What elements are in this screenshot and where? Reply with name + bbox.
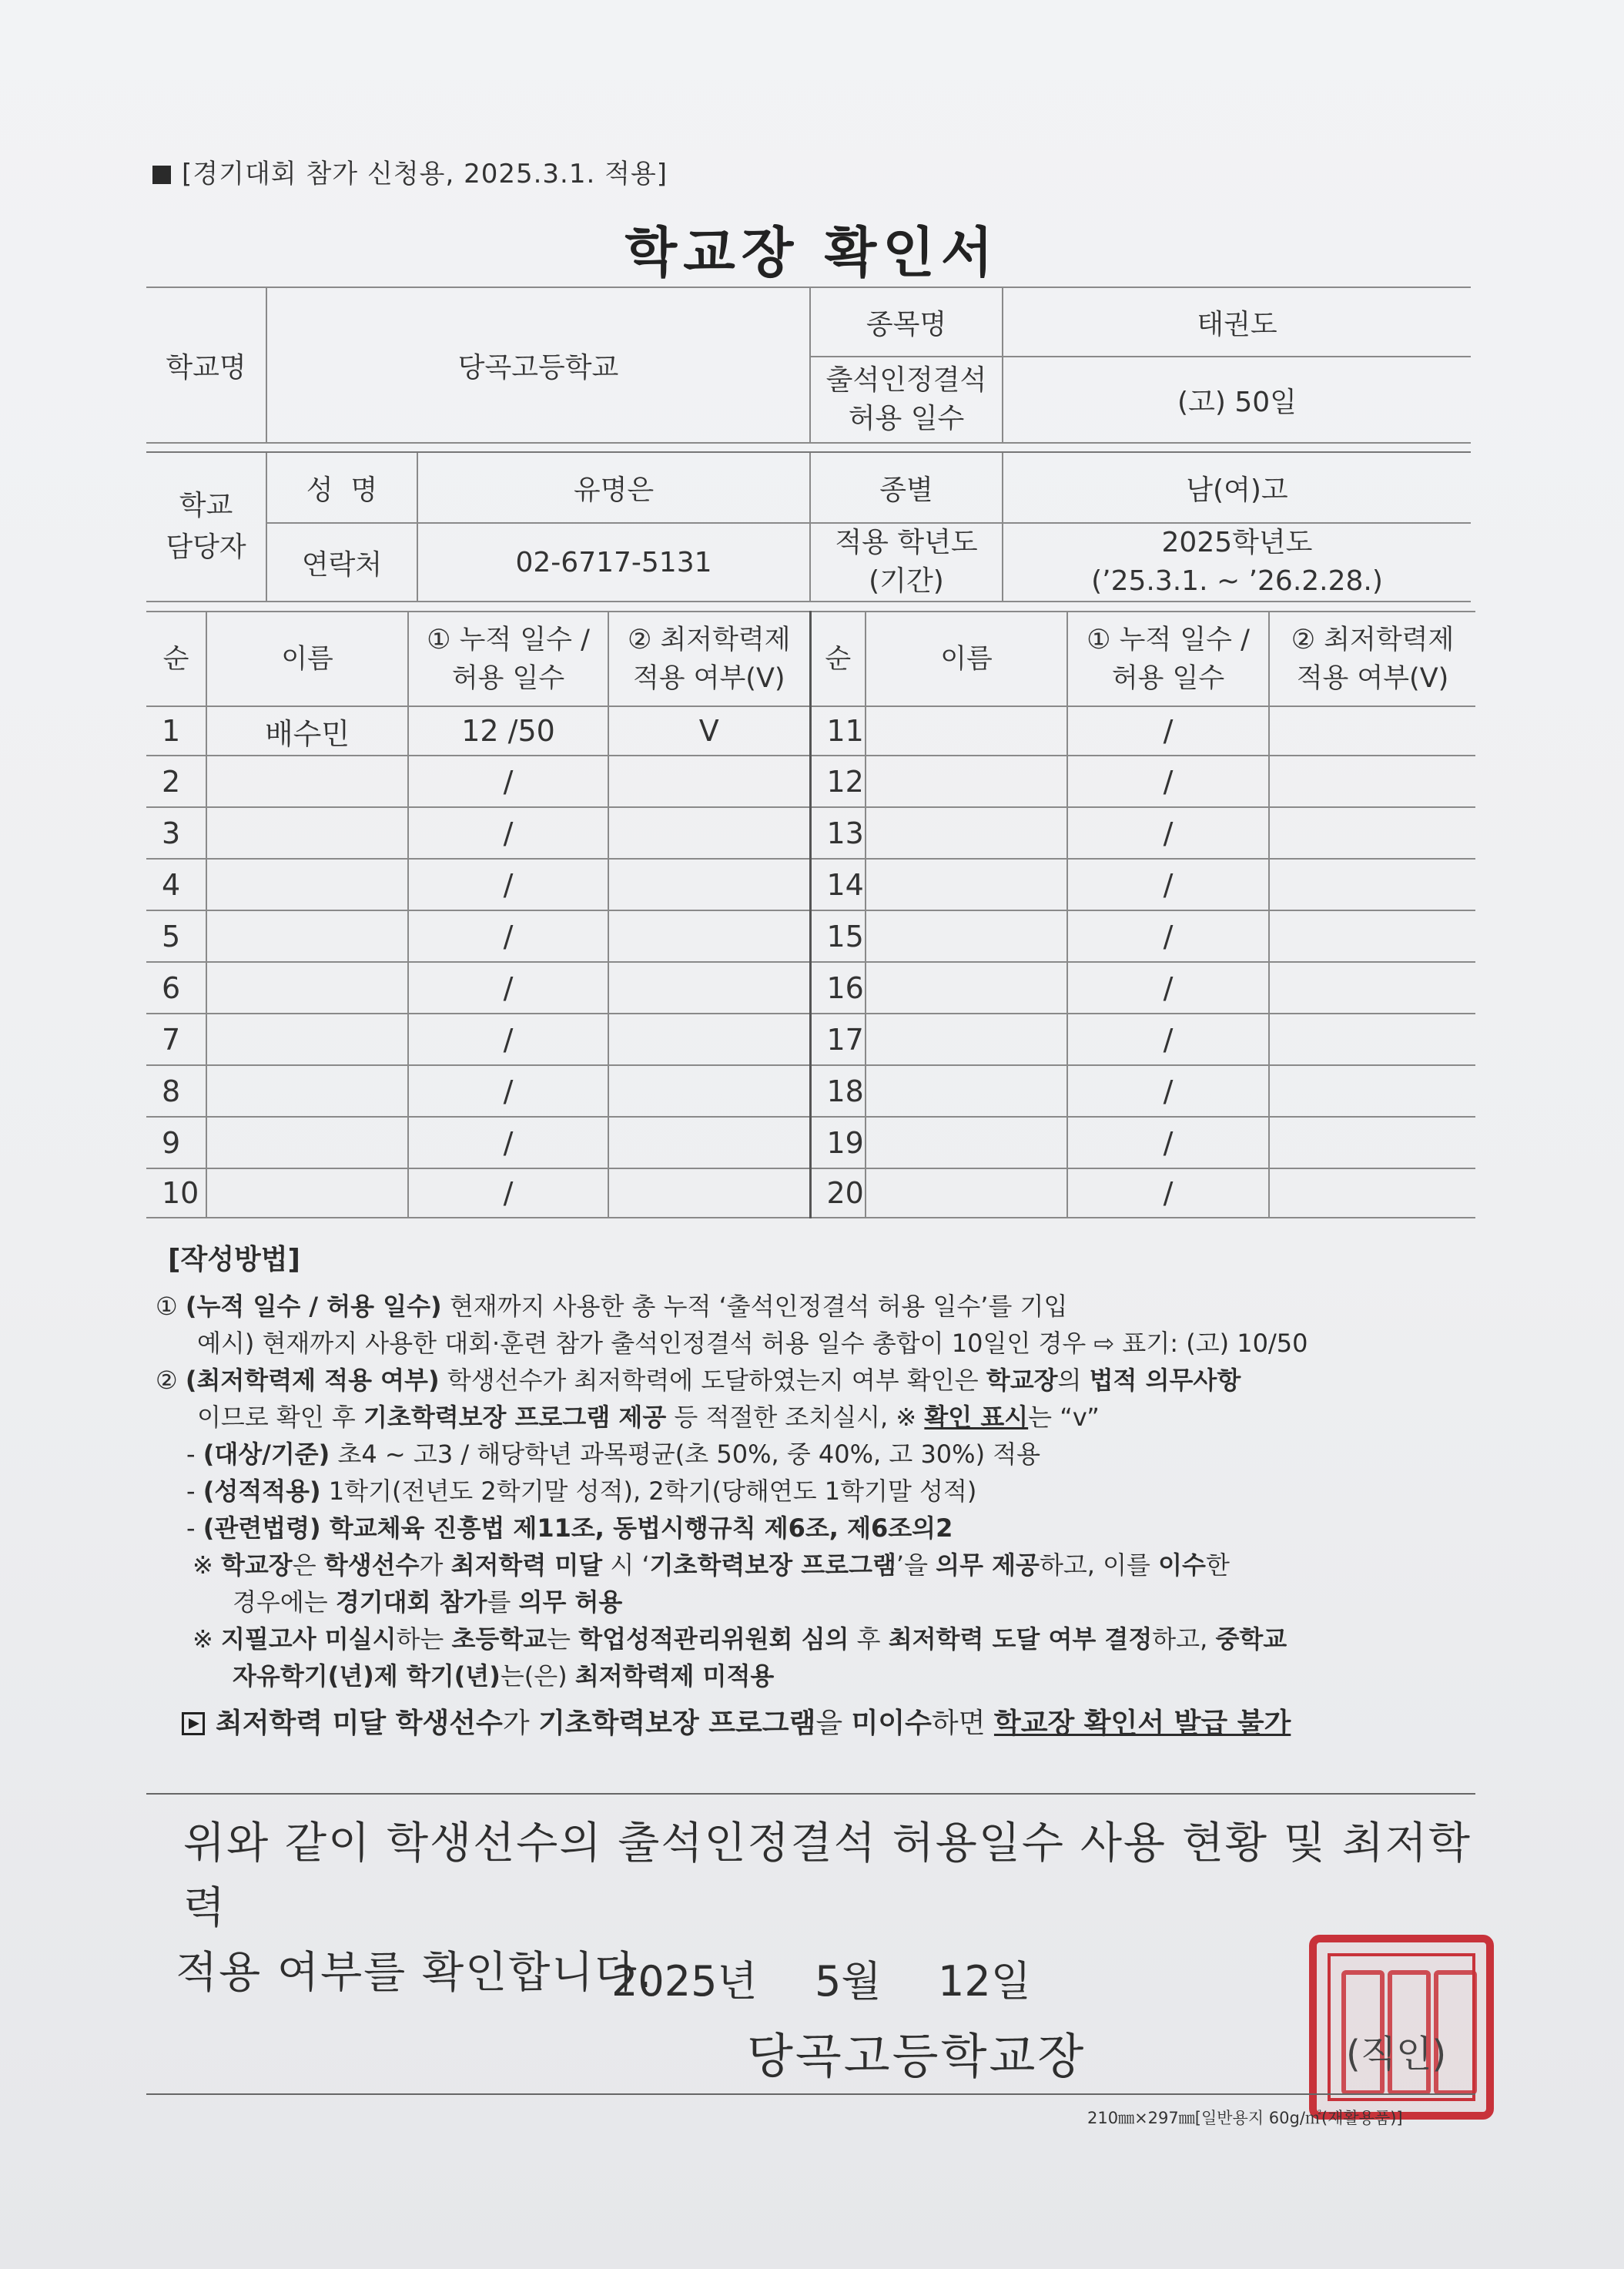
student-name bbox=[206, 1065, 408, 1117]
note-1-i: 의무 제공 bbox=[936, 1550, 1040, 1580]
divider-bottom bbox=[146, 2093, 1475, 2095]
staff-label-line1: 학교 bbox=[179, 490, 233, 521]
col-min-left-line1: ② 최저학력제 bbox=[627, 624, 791, 655]
min-achievement-check bbox=[608, 1117, 810, 1168]
col-min-right bbox=[1269, 612, 1475, 706]
min-achievement-check bbox=[1269, 1014, 1475, 1065]
days-used: / bbox=[1067, 1065, 1269, 1117]
header-note bbox=[152, 152, 668, 190]
event-label: 종목명 bbox=[810, 287, 1003, 357]
final-f: 하면 bbox=[931, 1708, 994, 1739]
note-1-a: 학교장 bbox=[220, 1550, 293, 1580]
row-number: 18 bbox=[810, 1065, 866, 1117]
staff-label bbox=[146, 452, 266, 602]
roster-table bbox=[146, 611, 1475, 1218]
note-mark-1: ※ bbox=[193, 1550, 213, 1580]
days-used: / bbox=[408, 962, 608, 1014]
student-name bbox=[866, 1168, 1067, 1218]
student-name bbox=[206, 1117, 408, 1168]
bullet-grades-text: 1학기(전년도 2학기말 성적), 2학기(당해연도 1학기말 성적) bbox=[320, 1476, 977, 1506]
row-number: 10 bbox=[146, 1168, 206, 1218]
instruction-2 bbox=[156, 1362, 1480, 1399]
min-achievement-check bbox=[1269, 807, 1475, 859]
instruction-2-bold-d: 법적 의무사항 bbox=[1089, 1366, 1241, 1395]
allow-label bbox=[810, 357, 1003, 443]
bullet-grades-bold: (성적적용) bbox=[203, 1476, 321, 1506]
note-2-k: 는(은) bbox=[500, 1661, 575, 1691]
col-name-left: 이름 bbox=[206, 612, 408, 706]
note-mark-2: ※ bbox=[193, 1624, 213, 1654]
student-name bbox=[206, 962, 408, 1014]
table-row bbox=[146, 910, 1475, 962]
student-name bbox=[206, 756, 408, 807]
days-used: / bbox=[408, 1014, 608, 1065]
final-g: 학교장 확인서 발급 불가 bbox=[993, 1708, 1291, 1739]
student-name bbox=[866, 706, 1067, 756]
divider-top bbox=[146, 1793, 1475, 1795]
note-2-l: 최저학력제 미적용 bbox=[574, 1661, 775, 1691]
student-name bbox=[206, 910, 408, 962]
col-days-left-line1: ① 누적 일수 / bbox=[427, 624, 590, 655]
instruction-2-line2-c: 는 “v” bbox=[1028, 1403, 1100, 1432]
instruction-1-bold: (누적 일수 / 허용 일수) bbox=[185, 1292, 442, 1321]
bullet-target: - (대상/기준) 초4 ~ 고3 / 해당학년 과목평균(초 50%, 중 40%, 고 30%) 적용 bbox=[186, 1439, 1041, 1469]
row-number: 3 bbox=[146, 807, 206, 859]
table-row bbox=[146, 706, 1475, 756]
instruction-2-line2-a: 이므로 확인 후 bbox=[197, 1403, 363, 1432]
note-2-c: 초등학교 bbox=[451, 1624, 547, 1654]
student-name bbox=[206, 807, 408, 859]
col-days-left-line2: 허용 일수 bbox=[451, 662, 565, 694]
days-used: / bbox=[1067, 859, 1269, 910]
instruction-2-line2-underline: 확인 표시 bbox=[924, 1403, 1029, 1432]
note-1-c: 학생선수 bbox=[323, 1550, 420, 1580]
student-name bbox=[206, 1168, 408, 1218]
note-2-i: 중학교 bbox=[1215, 1624, 1287, 1654]
min-achievement-check bbox=[608, 1014, 810, 1065]
bullet-law: - (관련법령) 학교체육 진흥법 제11조, 동법시행규칙 제6조, 제6조의2 bbox=[186, 1513, 953, 1543]
min-achievement-check bbox=[608, 756, 810, 807]
days-used: / bbox=[1067, 1014, 1269, 1065]
min-achievement-check bbox=[1269, 910, 1475, 962]
min-achievement-check bbox=[1269, 756, 1475, 807]
square-bullet-icon bbox=[152, 166, 171, 184]
days-used: / bbox=[408, 910, 608, 962]
row-number: 15 bbox=[810, 910, 866, 962]
student-name bbox=[866, 1065, 1067, 1117]
note-2 bbox=[156, 1620, 1480, 1657]
note-1-p: 의무 허용 bbox=[518, 1587, 623, 1617]
col-days-right-line1: ① 누적 일수 / bbox=[1087, 624, 1250, 655]
min-achievement-check bbox=[1269, 706, 1475, 756]
note-1-h: ’을 bbox=[896, 1550, 936, 1580]
note-2-d: 는 bbox=[547, 1624, 579, 1654]
note-2-j: 자유학기(년)제 학기(년) bbox=[233, 1661, 501, 1691]
min-achievement-check bbox=[1269, 962, 1475, 1014]
days-used: / bbox=[408, 859, 608, 910]
confirmation-line-2: 적용 여부를 확인합니다. bbox=[176, 1948, 654, 1998]
student-name bbox=[866, 756, 1067, 807]
name-label: 성 명 bbox=[266, 452, 417, 523]
table-row bbox=[146, 807, 1475, 859]
instruction-2-text-c: 의 bbox=[1057, 1366, 1090, 1395]
row-number: 17 bbox=[810, 1014, 866, 1065]
row-number: 11 bbox=[810, 706, 866, 756]
days-used: / bbox=[408, 1117, 608, 1168]
final-c: 기초학력보장 프로그램 bbox=[538, 1708, 816, 1739]
final-e: 미이수 bbox=[851, 1708, 932, 1739]
year-value-line2: (’25.3.1. ~ ’26.2.28.) bbox=[1091, 565, 1383, 597]
row-number: 2 bbox=[146, 756, 206, 807]
note-1-k: 이수 bbox=[1158, 1550, 1206, 1580]
seal-label: (직인) bbox=[1346, 2033, 1447, 2076]
days-used: / bbox=[408, 1065, 608, 1117]
instruction-2-text-a: 학생선수가 최저학력에 도달하였는지 여부 확인은 bbox=[439, 1366, 986, 1395]
row-number: 8 bbox=[146, 1065, 206, 1117]
year-label-line2: (기간) bbox=[869, 565, 944, 597]
student-name bbox=[866, 1117, 1067, 1168]
paper-spec-note: 210㎜×297㎜[일반용지 60g/㎡(재활용품)] bbox=[1087, 2109, 1403, 2127]
contact-label: 연락처 bbox=[266, 523, 417, 602]
min-achievement-check: V bbox=[608, 706, 810, 756]
confirmation-line-1: 위와 같이 학생선수의 출석인정결석 허용일수 사용 현황 및 최저학력 bbox=[183, 1818, 1472, 1933]
row-number: 1 bbox=[146, 706, 206, 756]
note-1-n: 경기대회 참가 bbox=[335, 1587, 487, 1617]
staff-label-line2: 담당자 bbox=[166, 531, 246, 563]
min-achievement-check bbox=[608, 807, 810, 859]
note-2-a: 지필고사 미실시 bbox=[220, 1624, 397, 1654]
instruction-1 bbox=[156, 1288, 1480, 1325]
student-name bbox=[866, 1014, 1067, 1065]
min-achievement-check bbox=[608, 1168, 810, 1218]
instruction-2-line2 bbox=[156, 1399, 1480, 1436]
note-1-b: 은 bbox=[292, 1550, 324, 1580]
min-achievement-check bbox=[608, 859, 810, 910]
instructions-heading: [작성방법] bbox=[168, 1244, 301, 1275]
min-achievement-check bbox=[1269, 1117, 1475, 1168]
note-1-f: 시 ‘ bbox=[602, 1550, 650, 1580]
note-1 bbox=[156, 1547, 1480, 1584]
days-used: / bbox=[1067, 1168, 1269, 1218]
instruction-1-example: 예시) 현재까지 사용한 대회·훈련 참가 출석인정결석 허용 일수 총합이 10일인 경우 ⇨ 표기: (고) 10/50 bbox=[197, 1329, 1308, 1358]
days-used: / bbox=[1067, 910, 1269, 962]
note-2-b: 하는 bbox=[396, 1624, 452, 1654]
student-name bbox=[866, 859, 1067, 910]
days-used: / bbox=[1067, 807, 1269, 859]
type-value: 남(여)고 bbox=[1003, 452, 1471, 523]
final-note bbox=[156, 1705, 1480, 1742]
col-days-right bbox=[1067, 612, 1269, 706]
bullet-law-text: 학교체육 진흥법 제11조, 동법시행규칙 제6조, 제6조의2 bbox=[320, 1513, 953, 1543]
instruction-2-line2-b: 등 적절한 조치실시, ※ bbox=[666, 1403, 925, 1432]
date-month: 5월 bbox=[815, 1957, 882, 2006]
min-achievement-check bbox=[608, 962, 810, 1014]
note-1-o: 를 bbox=[487, 1587, 519, 1617]
school-name: 당곡고등학교 bbox=[266, 287, 810, 443]
instructions bbox=[156, 1242, 1480, 1742]
date-day: 12일 bbox=[938, 1957, 1031, 2006]
note-2-g: 최저학력 도달 여부 결정 bbox=[888, 1624, 1153, 1654]
page-title: 학교장 확인서 bbox=[624, 221, 1000, 284]
row-number: 19 bbox=[810, 1117, 866, 1168]
min-achievement-check bbox=[1269, 1065, 1475, 1117]
info-table bbox=[146, 287, 1471, 602]
student-name: 배수민 bbox=[206, 706, 408, 756]
instruction-2-line2-bold: 기초학력보장 프로그램 제공 bbox=[363, 1403, 667, 1432]
col-no-left: 순 bbox=[146, 612, 206, 706]
note-2-h: 하고, bbox=[1152, 1624, 1216, 1654]
name-value: 유명은 bbox=[417, 452, 810, 523]
year-label bbox=[810, 523, 1003, 602]
row-number: 12 bbox=[810, 756, 866, 807]
year-value-line1: 2025학년도 bbox=[1161, 527, 1313, 558]
instruction-1-text: 현재까지 사용한 총 누적 ‘출석인정결석 허용 일수’를 기입 bbox=[441, 1292, 1068, 1321]
min-achievement-check bbox=[1269, 859, 1475, 910]
year-label-line1: 적용 학년도 bbox=[835, 527, 978, 558]
days-used: / bbox=[408, 1168, 608, 1218]
instruction-2-bold: (최저학력제 적용 여부) bbox=[185, 1366, 440, 1395]
principal-name: 당곡고등학교장 bbox=[747, 2028, 1087, 2084]
year-value bbox=[1003, 523, 1471, 602]
min-achievement-check bbox=[608, 1065, 810, 1117]
days-used: / bbox=[408, 756, 608, 807]
note-1-g: 기초학력보장 프로그램 bbox=[649, 1550, 896, 1580]
circle-2-marker: ② bbox=[156, 1366, 178, 1395]
allow-value: (고) 50일 bbox=[1003, 357, 1471, 443]
table-row bbox=[146, 962, 1475, 1014]
note-2-f: 후 bbox=[849, 1624, 889, 1654]
col-name-right: 이름 bbox=[866, 612, 1067, 706]
table-row bbox=[146, 1014, 1475, 1065]
note-2-e: 학업성적관리위원회 심의 bbox=[578, 1624, 849, 1654]
row-number: 7 bbox=[146, 1014, 206, 1065]
note-2-line2 bbox=[156, 1657, 1480, 1694]
final-a: 최저학력 미달 학생선수 bbox=[216, 1708, 503, 1739]
row-number: 5 bbox=[146, 910, 206, 962]
note-1-line2 bbox=[156, 1584, 1480, 1620]
student-name bbox=[866, 807, 1067, 859]
note-1-j: 하고, 이를 bbox=[1039, 1550, 1159, 1580]
days-used: / bbox=[1067, 756, 1269, 807]
days-used: / bbox=[1067, 962, 1269, 1014]
arrow-box-icon bbox=[182, 1712, 205, 1735]
allow-label-line1: 출석인정결석 bbox=[825, 364, 987, 396]
note-1-e: 최저학력 미달 bbox=[450, 1550, 603, 1580]
student-name bbox=[866, 962, 1067, 1014]
final-d: 을 bbox=[815, 1708, 852, 1739]
event-value: 태권도 bbox=[1003, 287, 1471, 357]
bullet-target-bold: (대상/기준) bbox=[203, 1439, 330, 1469]
row-number: 14 bbox=[810, 859, 866, 910]
bullet-law-bold: (관련법령) bbox=[203, 1513, 321, 1543]
contact-value: 02-6717-5131 bbox=[417, 523, 810, 602]
student-name bbox=[206, 859, 408, 910]
student-name bbox=[206, 1014, 408, 1065]
row-number: 16 bbox=[810, 962, 866, 1014]
table-row bbox=[146, 859, 1475, 910]
table-row bbox=[146, 1065, 1475, 1117]
col-min-left bbox=[608, 612, 810, 706]
bullet-grades: - (성적적용) 1학기(전년도 2학기말 성적), 2학기(당해연도 1학기말 성적) bbox=[186, 1476, 977, 1506]
col-days-right-line2: 허용 일수 bbox=[1111, 662, 1225, 694]
date-year: 2025년 bbox=[611, 1957, 758, 2006]
days-used: / bbox=[1067, 1117, 1269, 1168]
col-min-right-line2: 적용 여부(V) bbox=[1296, 662, 1449, 694]
note-1-m: 경우에는 bbox=[233, 1587, 336, 1617]
col-min-left-line2: 적용 여부(V) bbox=[632, 662, 785, 694]
col-min-right-line1: ② 최저학력제 bbox=[1291, 624, 1455, 655]
type-label: 종별 bbox=[810, 452, 1003, 523]
min-achievement-check bbox=[608, 910, 810, 962]
student-name bbox=[866, 910, 1067, 962]
col-no-right: 순 bbox=[810, 612, 866, 706]
table-row bbox=[146, 1168, 1475, 1218]
days-used: / bbox=[408, 807, 608, 859]
note-1-d: 가 bbox=[419, 1550, 451, 1580]
row-number: 20 bbox=[810, 1168, 866, 1218]
row-number: 13 bbox=[810, 807, 866, 859]
final-b: 가 bbox=[502, 1708, 539, 1739]
school-label: 학교명 bbox=[146, 287, 266, 443]
days-used: 12 /50 bbox=[408, 706, 608, 756]
section-gap bbox=[146, 443, 1471, 452]
table-row bbox=[146, 756, 1475, 807]
circle-1-marker: ① bbox=[156, 1292, 178, 1321]
roster-header-row bbox=[146, 612, 1475, 706]
header-note-text: [경기대회 참가 신청용, 2025.3.1. 적용] bbox=[182, 159, 668, 189]
bullet-target-text: 초4 ~ 고3 / 해당학년 과목평균(초 50%, 중 40%, 고 30%) 적용 bbox=[330, 1439, 1041, 1469]
days-used: / bbox=[1067, 706, 1269, 756]
table-row bbox=[146, 1117, 1475, 1168]
col-days-left bbox=[408, 612, 608, 706]
row-number: 9 bbox=[146, 1117, 206, 1168]
allow-label-line2: 허용 일수 bbox=[848, 403, 965, 434]
min-achievement-check bbox=[1269, 1168, 1475, 1218]
note-1-l: 한 bbox=[1205, 1550, 1230, 1580]
instruction-2-bold-b: 학교장 bbox=[986, 1366, 1058, 1395]
row-number: 4 bbox=[146, 859, 206, 910]
row-number: 6 bbox=[146, 962, 206, 1014]
